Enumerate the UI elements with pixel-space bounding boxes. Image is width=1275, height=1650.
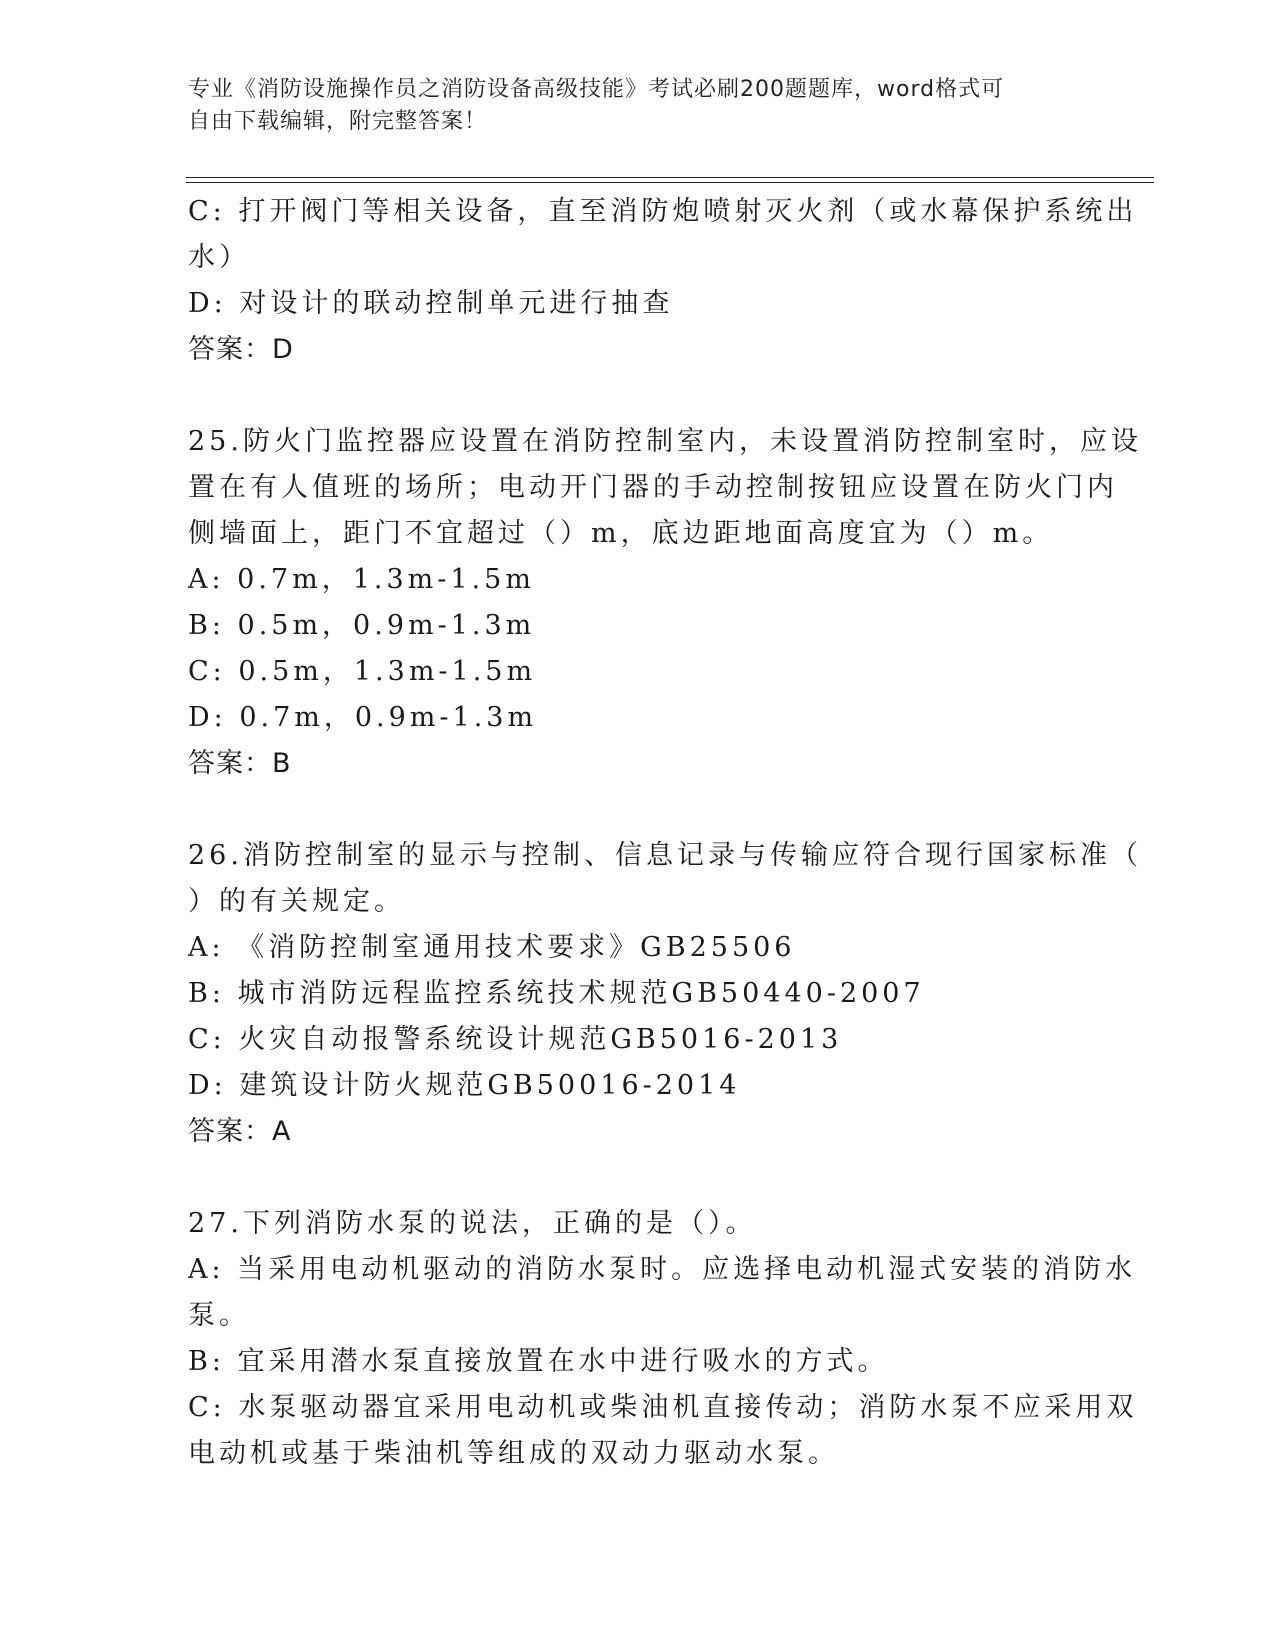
q24-option-c-line-2: 水）	[188, 242, 250, 273]
q25-option-b: B: 0.5m，0.9m-1.3m	[188, 610, 536, 641]
q24-answer: 答案：D	[188, 334, 294, 365]
spacer	[188, 787, 1088, 833]
header-line-1: 专业《消防设施操作员之消防设备高级技能》考试必刷200题题库，word格式可	[188, 77, 1005, 102]
q26-option-a: A: 《消防控制室通用技术要求》GB25506	[188, 932, 796, 963]
q26-stem-line-1: 26.消防控制室的显示与控制、信息记录与传输应符合现行国家标准（	[188, 840, 1142, 871]
q26-answer: 答案：A	[188, 1116, 292, 1147]
q25-option-a: A: 0.7m，1.3m-1.5m	[188, 564, 535, 595]
q27-stem-line-1: 27.下列消防水泵的说法，正确的是（）。	[188, 1208, 757, 1239]
q25-stem-line-3: 侧墙面上，距门不宜超过（）m，底边距地面高度宜为（）m。	[188, 518, 1054, 549]
spacer	[188, 1155, 1088, 1201]
question-27	[188, 1201, 1138, 1477]
question-24-tail	[188, 189, 1138, 373]
document-header	[188, 74, 1088, 138]
q26-option-c: C: 火灾自动报警系统设计规范GB5016-2013	[188, 1024, 843, 1055]
q26-stem-line-2: ）的有关规定。	[188, 886, 405, 917]
header-divider-bottom	[186, 182, 1154, 183]
document-body	[188, 189, 1142, 1477]
q25-answer: 答案：B	[188, 748, 292, 779]
q26-option-b: B: 城市消防远程监控系统技术规范GB50440-2007	[188, 978, 925, 1009]
header-line-2: 自由下载编辑，附完整答案！	[188, 109, 488, 134]
question-26	[188, 833, 1142, 1155]
q25-option-c: C: 0.5m，1.3m-1.5m	[188, 656, 537, 687]
q27-option-a-line-2: 泵。	[188, 1300, 250, 1331]
spacer	[188, 373, 1088, 419]
q24-option-d: D: 对设计的联动控制单元进行抽查	[188, 288, 674, 319]
question-25	[188, 419, 1142, 787]
q25-option-d: D: 0.7m，0.9m-1.3m	[188, 702, 538, 733]
q27-option-a-line-1: A: 当采用电动机驱动的消防水泵时。应选择电动机湿式安装的消防水	[188, 1254, 1137, 1285]
q25-stem-line-1: 25.防火门监控器应设置在消防控制室内，未设置消防控制室时，应设	[188, 426, 1142, 457]
q26-option-d: D: 建筑设计防火规范GB50016-2014	[188, 1070, 741, 1101]
q27-option-b: B: 宜采用潜水泵直接放置在水中进行吸水的方式。	[188, 1346, 889, 1377]
q27-option-c-line-2: 电动机或基于柴油机等组成的双动力驱动水泵。	[188, 1438, 839, 1469]
q24-option-c-line-1: C: 打开阀门等相关设备，直至消防炮喷射灭火剂（或水幕保护系统出	[188, 196, 1138, 227]
q27-option-c-line-1: C: 水泵驱动器宜采用电动机或柴油机直接传动；消防水泵不应采用双	[188, 1392, 1138, 1423]
q25-stem-line-2: 置在有人值班的场所；电动开门器的手动控制按钮应设置在防火门内	[188, 472, 1118, 503]
header-divider-top	[186, 177, 1154, 178]
